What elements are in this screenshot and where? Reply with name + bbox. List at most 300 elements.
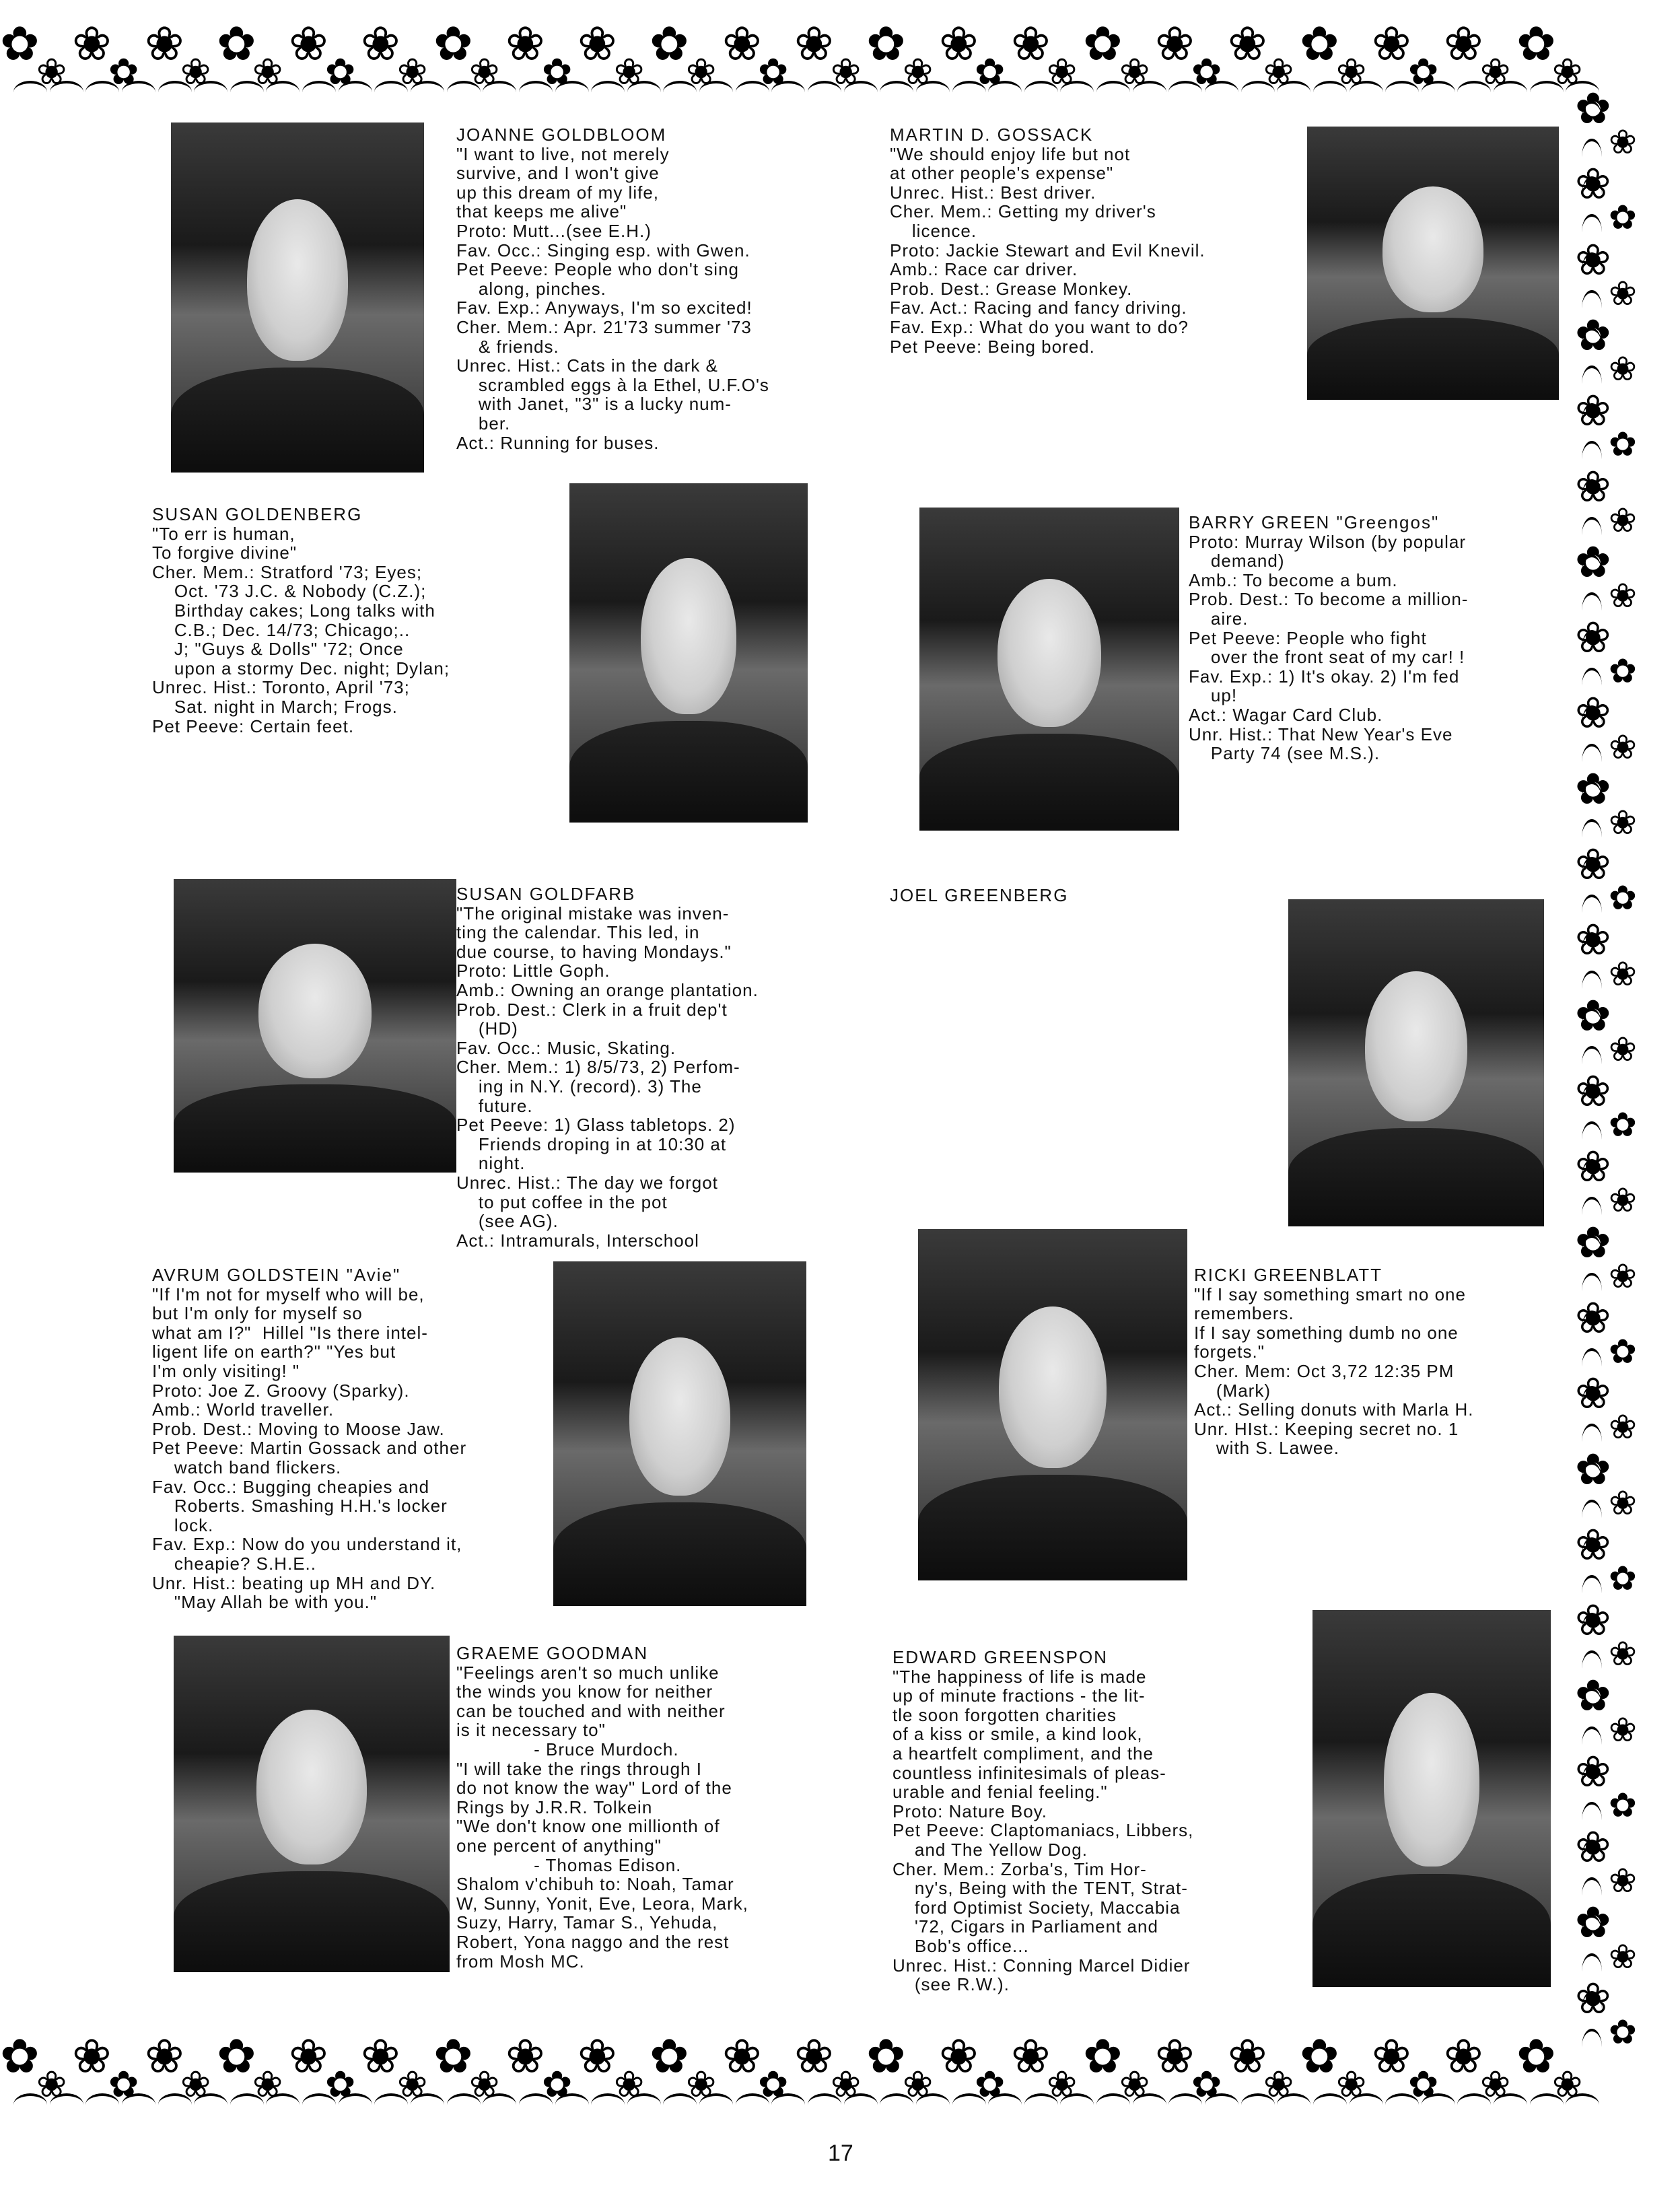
vine-curl	[1494, 81, 1527, 104]
entry-avrum-goldstein	[152, 1265, 466, 1612]
entry-line: Fav. Occ.: Singing esp. with Gwen.	[456, 240, 750, 260]
portrait-photo-susan-goldfarb	[174, 879, 456, 1173]
daisy-flower-icon: ✿	[0, 2029, 40, 2084]
entry-line: that keeps me alive"	[456, 201, 627, 222]
entry-line: from Mosh MC.	[456, 1951, 585, 1972]
daisy-flower-icon: ❀	[1480, 50, 1511, 93]
vine-curl	[555, 2093, 589, 2116]
entry-line: to put coffee in the pot	[456, 1191, 668, 1212]
vine-curl	[230, 2093, 264, 2116]
vine-curl	[1582, 1235, 1602, 1271]
portrait-photo-barry-green	[919, 508, 1179, 831]
daisy-flower-icon: ❀	[939, 2029, 979, 2084]
daisy-flower-icon: ✿	[1575, 1898, 1611, 1948]
entry-line: Act.: Running for buses.	[456, 432, 660, 453]
entry-line: "I want to live, not merely	[456, 143, 670, 164]
vine-curl	[916, 2093, 950, 2116]
entry-line: the winds you know for neither	[456, 1681, 713, 1702]
daisy-flower-icon: ✿	[1609, 198, 1637, 237]
entry-line: Unrec. Hist.: Best driver.	[890, 182, 1096, 203]
entry-line: Act.: Intramurals, Interschool	[456, 1230, 699, 1251]
daisy-flower-icon: ❀	[831, 2063, 862, 2105]
entry-susan-goldenberg	[152, 505, 450, 736]
entry-line: up!	[1189, 685, 1238, 706]
vine-curl	[1582, 1121, 1602, 1158]
vine-curl	[1422, 2093, 1455, 2116]
entry-line: Rings by J.R.R. Tolkein	[456, 1797, 653, 1817]
vine-curl	[1582, 479, 1602, 516]
vine-curl	[627, 81, 661, 104]
vine-curl	[1582, 857, 1602, 893]
entry-ricki-greenblatt	[1194, 1265, 1474, 1458]
vine-curl	[1168, 81, 1202, 104]
entry-line: Pet Peeve: Martin Gossack and other	[152, 1438, 467, 1459]
vine-curl	[1582, 744, 1602, 780]
entry-line: Sat. night in March; Frogs.	[152, 696, 398, 717]
daisy-flower-icon: ❀	[36, 2063, 67, 2105]
vine-curl	[1582, 252, 1602, 289]
student-name: RICKI GREENBLATT	[1194, 1265, 1383, 1285]
entry-line: (HD)	[456, 1018, 518, 1039]
daisy-flower-icon: ❀	[397, 2063, 428, 2105]
vine-curl	[1582, 101, 1602, 137]
portrait-photo-joel-greenberg	[1288, 899, 1544, 1226]
entry-line: Prob. Dest.: Moving to Moose Jaw.	[152, 1418, 445, 1439]
vine-curl	[663, 81, 697, 104]
entry-line: Proto: Mutt...(see E.H.)	[456, 220, 652, 241]
entry-line: Pet Peeve: Certain feet.	[152, 716, 355, 736]
daisy-flower-icon: ❀	[289, 2029, 328, 2084]
entry-line: night.	[456, 1153, 526, 1174]
vine-curl	[1582, 1840, 1602, 1876]
daisy-flower-icon: ❀	[686, 2063, 717, 2105]
daisy-flower-icon: ❀	[1575, 236, 1611, 285]
entry-line: Unr. Hist.: beating up MH and DY.	[152, 1572, 436, 1593]
entry-line: Pet Peeve: People who don't sing	[456, 259, 740, 280]
vine-curl	[1582, 555, 1602, 591]
entry-line: one percent of anything"	[456, 1835, 662, 1856]
vine-curl	[85, 81, 119, 104]
entry-line: Fav. Occ.: Music, Skating.	[456, 1037, 676, 1058]
vine-curl	[519, 81, 553, 104]
entry-line: Birthday cakes; Long talks with	[152, 600, 435, 621]
daisy-flower-icon: ❀	[1575, 1521, 1611, 1570]
daisy-flower-icon: ✿	[0, 16, 40, 71]
entry-line: is it necessary to"	[456, 1720, 606, 1741]
daisy-flower-icon: ❀	[1575, 1369, 1611, 1419]
entry-line: - Thomas Edison.	[456, 1854, 682, 1875]
vine-curl	[1582, 1915, 1602, 1951]
vine-curl	[1582, 1575, 1602, 1611]
vine-curl	[1350, 2093, 1383, 2116]
daisy-flower-icon: ✿	[650, 2029, 689, 2084]
vine-curl	[1582, 1424, 1602, 1460]
entry-line: Shalom v'chibuh to: Noah, Tamar	[456, 1874, 734, 1895]
entry-line: Cher. Mem.: Zorba's, Tim Hor-	[893, 1858, 1147, 1879]
entry-line: Cher. Mem.: 1) 8/5/73, 2) Perfom-	[456, 1057, 740, 1078]
daisy-flower-icon: ❀	[1609, 728, 1637, 767]
entry-line: Proto: Murray Wilson (by popular	[1189, 531, 1467, 552]
entry-line: (see AG).	[456, 1211, 559, 1232]
entry-line: can be touched and with neither	[456, 1700, 726, 1721]
entry-line: Cher. Mem.: Getting my driver's	[890, 201, 1156, 222]
daisy-flower-icon: ✿	[866, 2029, 906, 2084]
daisy-flower-icon: ✿	[542, 50, 573, 93]
floral-border-right	[1568, 88, 1680, 2107]
entry-line: "May Allah be with you."	[152, 1592, 378, 1613]
vine-curl	[1582, 592, 1602, 629]
vine-curl	[1582, 781, 1602, 818]
vine-curl	[266, 81, 300, 104]
daisy-flower-icon: ✿	[1300, 2029, 1339, 2084]
entry-line: Amb.: To become a bum.	[1189, 569, 1398, 590]
entry-line: Friends droping in at 10:30 at	[456, 1134, 727, 1154]
vine-curl	[302, 2093, 336, 2116]
daisy-flower-icon: ❀	[361, 2029, 400, 2084]
entry-line: - Bruce Murdoch.	[456, 1739, 679, 1759]
entry-line: ny's, Being with the TENT, Strat-	[893, 1878, 1188, 1899]
daisy-flower-icon: ❀	[686, 50, 717, 93]
vine-curl	[1582, 895, 1602, 931]
entry-line: lock.	[152, 1514, 214, 1535]
entry-line: Prob. Dest.: To become a million-	[1189, 589, 1469, 610]
entry-line: Fav. Exp.: 1) It's okay. 2) I'm fed	[1189, 666, 1460, 687]
vine-curl	[1582, 1764, 1602, 1801]
entry-line: Proto: Joe Z. Groovy (Sparky).	[152, 1380, 410, 1401]
daisy-flower-icon: ❀	[1609, 1634, 1637, 1673]
entry-line: "I will take the rings through I	[456, 1758, 702, 1779]
daisy-flower-icon: ❀	[831, 50, 862, 93]
entry-line: "If I say something smart no one	[1194, 1284, 1466, 1304]
daisy-flower-icon: ❀	[469, 50, 500, 93]
entry-line: urable and fenial feeling."	[893, 1782, 1108, 1803]
daisy-flower-icon: ❀	[903, 2063, 934, 2105]
vine-curl	[1582, 1348, 1602, 1385]
entry-line: C.B.; Dec. 14/73; Chicago;..	[152, 619, 411, 640]
vine-curl	[1582, 1386, 1602, 1422]
daisy-flower-icon: ✿	[1516, 16, 1556, 71]
vine-curl	[411, 2093, 444, 2116]
vine-curl	[844, 2093, 878, 2116]
daisy-flower-icon: ✿	[1575, 311, 1611, 361]
entry-line: Amb.: World traveller.	[152, 1399, 335, 1420]
daisy-flower-icon: ❀	[1336, 50, 1367, 93]
daisy-flower-icon: ✿	[433, 2029, 473, 2084]
vine-curl	[1313, 2093, 1347, 2116]
entry-line: Proto: Jackie Stewart and Evil Knevil.	[890, 240, 1205, 260]
entry-line: "We don't know one millionth of	[456, 1816, 720, 1837]
vine-curl	[1582, 1311, 1602, 1347]
vine-curl	[1530, 81, 1564, 104]
entry-line: Act.: Selling donuts with Marla H.	[1194, 1399, 1474, 1420]
vine-curl	[880, 81, 913, 104]
entry-line: Fav. Exp.: What do you want to do?	[890, 316, 1189, 337]
student-name: SUSAN GOLDENBERG	[152, 504, 363, 524]
daisy-flower-icon: ❀	[1336, 2063, 1367, 2105]
vine-curl	[1582, 1046, 1602, 1082]
entry-line: demand)	[1189, 551, 1285, 571]
daisy-flower-icon: ✿	[1575, 991, 1611, 1041]
vine-curl	[1457, 2093, 1491, 2116]
entry-line: Unrec. Hist.: The day we forgot	[456, 1172, 718, 1193]
vine-curl	[1582, 1802, 1602, 1838]
entry-line: ford Optimist Society, Maccabia	[893, 1897, 1181, 1918]
vine-curl	[1582, 1500, 1602, 1536]
vine-curl	[339, 81, 372, 104]
portrait-photo-graeme-goodman	[174, 1636, 450, 1972]
daisy-flower-icon: ❀	[1609, 1937, 1637, 1976]
vine-curl	[302, 81, 336, 104]
daisy-flower-icon: ❀	[505, 2029, 545, 2084]
vine-curl	[1582, 705, 1602, 742]
daisy-flower-icon: ❀	[1609, 1181, 1637, 1220]
vine-curl	[50, 2093, 83, 2116]
vine-curl	[1582, 1084, 1602, 1120]
vine-curl	[1582, 971, 1602, 1007]
entry-line: If I say something dumb no one	[1194, 1322, 1459, 1343]
vine-curl	[13, 2093, 47, 2116]
entry-line: over the front seat of my car! !	[1189, 647, 1465, 668]
daisy-flower-icon: ❀	[1552, 50, 1583, 93]
vine-curl	[230, 81, 264, 104]
vine-curl	[627, 2093, 661, 2116]
daisy-flower-icon: ❀	[1372, 16, 1411, 71]
daisy-flower-icon: ❀	[939, 16, 979, 71]
entry-line: do not know the way" Lord of the	[456, 1778, 732, 1799]
vine-curl	[1385, 2093, 1419, 2116]
daisy-flower-icon: ✿	[1408, 50, 1439, 93]
vine-curl	[699, 81, 733, 104]
daisy-flower-icon: ❀	[1228, 2029, 1267, 2084]
daisy-flower-icon: ❀	[252, 50, 283, 93]
vine-curl	[194, 81, 228, 104]
vine-curl	[447, 81, 481, 104]
student-name: GRAEME GOODMAN	[456, 1643, 649, 1663]
entry-line: Cher. Mem: Oct 3,72 12:35 PM	[1194, 1360, 1455, 1381]
vine-curl	[1582, 1462, 1602, 1498]
daisy-flower-icon: ✿	[1575, 1445, 1611, 1495]
vine-curl	[736, 81, 769, 104]
vine-curl	[988, 2093, 1022, 2116]
vine-curl	[1205, 81, 1238, 104]
daisy-flower-icon: ❀	[145, 16, 184, 71]
daisy-flower-icon: ❀	[1609, 576, 1637, 615]
floral-border-top	[0, 13, 1622, 114]
daisy-flower-icon: ✿	[1516, 2029, 1556, 2084]
vine-curl	[1096, 81, 1130, 104]
entry-line: Fav. Act.: Racing and fancy driving.	[890, 298, 1187, 318]
daisy-flower-icon: ❀	[1155, 2029, 1195, 2084]
vine-curl	[1168, 2093, 1202, 2116]
entry-line: Unr. HIst.: Keeping secret no. 1	[1194, 1418, 1459, 1439]
daisy-flower-icon: ✿	[1609, 1786, 1637, 1825]
entry-line: ligent life on earth?" "Yes but	[152, 1341, 396, 1362]
vine-curl	[1457, 81, 1491, 104]
floral-border-bottom	[0, 2026, 1629, 2127]
entry-line: ing in N.Y. (record). 3) The	[456, 1076, 702, 1096]
vine-curl	[85, 2093, 119, 2116]
daisy-flower-icon: ❀	[1047, 2063, 1078, 2105]
vine-curl	[50, 81, 83, 104]
daisy-flower-icon: ❀	[1609, 274, 1637, 313]
daisy-flower-icon: ❀	[1011, 2029, 1051, 2084]
vine-curl	[1582, 1991, 1602, 2027]
daisy-flower-icon: ✿	[217, 16, 256, 71]
entry-line: countless infinitesimals of pleas-	[893, 1762, 1166, 1783]
vine-curl	[1582, 932, 1602, 969]
daisy-flower-icon: ✿	[325, 2063, 356, 2105]
daisy-flower-icon: ❀	[614, 50, 645, 93]
daisy-flower-icon: ✿	[542, 2063, 573, 2105]
entry-line: ber.	[456, 413, 511, 433]
entry-line: Unrec. Hist.: Toronto, April '73;	[152, 677, 410, 698]
daisy-flower-icon: ❀	[1575, 613, 1611, 663]
vine-curl	[663, 2093, 697, 2116]
daisy-flower-icon: ❀	[1609, 1257, 1637, 1296]
daisy-flower-icon: ✿	[975, 50, 1006, 93]
entry-line: Fav. Exp.: Anyways, I'm so excited!	[456, 298, 753, 318]
daisy-flower-icon: ❀	[1047, 50, 1078, 93]
daisy-flower-icon: ❀	[614, 2063, 645, 2105]
vine-curl	[1582, 403, 1602, 440]
vine-curl	[339, 2093, 372, 2116]
daisy-flower-icon: ❀	[1480, 2063, 1511, 2105]
entry-line: Proto: Nature Boy.	[893, 1801, 1047, 1821]
vine-curl	[1205, 2093, 1238, 2116]
daisy-flower-icon: ❀	[1575, 1596, 1611, 1646]
daisy-flower-icon: ✿	[1191, 50, 1222, 93]
daisy-flower-icon: ❀	[903, 50, 934, 93]
vine-curl	[1133, 2093, 1166, 2116]
vine-curl	[1241, 81, 1275, 104]
vine-curl	[1582, 630, 1602, 666]
student-name: AVRUM GOLDSTEIN "Avie"	[152, 1265, 401, 1285]
daisy-flower-icon: ❀	[1575, 160, 1611, 209]
daisy-flower-icon: ✿	[1609, 652, 1637, 691]
daisy-flower-icon: ✿	[758, 2063, 789, 2105]
vine-curl	[1024, 2093, 1058, 2116]
vine-curl	[808, 2093, 841, 2116]
portrait-photo-ricki-greenblatt	[918, 1229, 1187, 1580]
daisy-flower-icon: ❀	[180, 2063, 211, 2105]
entry-line: Unrec. Hist.: Cats in the dark &	[456, 355, 718, 376]
daisy-flower-icon: ✿	[1609, 1105, 1637, 1144]
entry-barry-green	[1189, 513, 1468, 763]
daisy-flower-icon: ❀	[1575, 840, 1611, 890]
daisy-flower-icon: ✿	[650, 16, 689, 71]
entry-line: Unr. Hist.: That New Year's Eve	[1189, 724, 1453, 744]
portrait-photo-edward-greenspon	[1312, 1610, 1551, 1987]
entry-line: survive, and I won't give	[456, 163, 660, 184]
entry-line: tle soon forgotten charities	[893, 1704, 1117, 1725]
daisy-flower-icon: ✿	[1083, 2029, 1123, 2084]
vine-curl	[1582, 819, 1602, 856]
entry-line: (Mark)	[1194, 1380, 1271, 1401]
daisy-flower-icon: ❀	[1575, 1294, 1611, 1344]
vine-curl	[1582, 441, 1602, 477]
daisy-flower-icon: ❀	[578, 16, 617, 71]
entry-line: watch band flickers.	[152, 1457, 342, 1477]
daisy-flower-icon: ❀	[722, 16, 762, 71]
entry-joel-greenberg	[890, 886, 1068, 905]
daisy-flower-icon: ✿	[1300, 16, 1339, 71]
daisy-flower-icon: ❀	[1263, 50, 1294, 93]
entry-line: aire.	[1189, 608, 1249, 629]
entry-line: Robert, Yona naggo and the rest	[456, 1931, 730, 1952]
daisy-flower-icon: ✿	[1609, 878, 1637, 917]
vine-curl	[1582, 290, 1602, 326]
vine-curl	[952, 2093, 986, 2116]
daisy-flower-icon: ❀	[1552, 2063, 1583, 2105]
entry-line: "We should enjoy life but not	[890, 143, 1131, 164]
vine-curl	[1582, 1273, 1602, 1309]
daisy-flower-icon: ❀	[1228, 16, 1267, 71]
entry-line: Pet Peeve: 1) Glass tabletops. 2)	[456, 1115, 736, 1136]
entry-line: cheapie? S.H.E..	[152, 1553, 317, 1574]
daisy-flower-icon: ❀	[72, 2029, 112, 2084]
vine-curl	[1582, 214, 1602, 250]
entry-line: Amb.: Race car driver.	[890, 259, 1078, 280]
daisy-flower-icon: ✿	[1083, 16, 1123, 71]
entry-line: Pet Peeve: Being bored.	[890, 336, 1095, 357]
vine-curl	[591, 81, 625, 104]
vine-curl	[1582, 1953, 1602, 1990]
portrait-photo-joanne-goldbloom	[171, 123, 424, 473]
vine-curl	[374, 2093, 408, 2116]
daisy-flower-icon: ✿	[866, 16, 906, 71]
entry-line: '72, Cigars in Parliament and	[893, 1916, 1158, 1937]
vine-curl	[771, 2093, 805, 2116]
vine-curl	[1582, 1650, 1602, 1687]
vine-curl	[483, 81, 516, 104]
daisy-flower-icon: ❀	[145, 2029, 184, 2084]
entry-line: remembers.	[1194, 1303, 1294, 1324]
daisy-flower-icon: ❀	[794, 16, 834, 71]
entry-graeme-goodman	[456, 1644, 748, 1971]
vine-curl	[1566, 2093, 1599, 2116]
vine-curl	[1582, 365, 1602, 402]
entry-line: up this dream of my life,	[456, 182, 659, 203]
entry-line: up of minute fractions - the lit-	[893, 1685, 1146, 1706]
vine-curl	[519, 2093, 553, 2116]
entry-susan-goldfarb	[456, 884, 759, 1250]
vine-curl	[447, 2093, 481, 2116]
entry-line: "The happiness of life is made	[893, 1666, 1147, 1687]
vine-curl	[916, 81, 950, 104]
vine-curl	[1060, 2093, 1094, 2116]
daisy-flower-icon: ❀	[1575, 1823, 1611, 1873]
entry-line: along, pinches.	[456, 278, 606, 299]
daisy-flower-icon: ✿	[1408, 2063, 1439, 2105]
portrait-photo-avrum-goldstein	[553, 1261, 806, 1606]
student-name: SUSAN GOLDFARB	[456, 884, 636, 904]
entry-line: & friends.	[456, 336, 559, 357]
vine-curl	[1060, 81, 1094, 104]
vine-curl	[1582, 1537, 1602, 1574]
daisy-flower-icon: ❀	[1575, 386, 1611, 436]
entry-joanne-goldbloom	[456, 125, 769, 452]
vine-curl	[1530, 2093, 1564, 2116]
daisy-flower-icon: ✿	[108, 50, 139, 93]
vine-curl	[1277, 2093, 1310, 2116]
daisy-flower-icon: ❀	[505, 16, 545, 71]
vine-curl	[555, 81, 589, 104]
daisy-flower-icon: ❀	[1609, 803, 1637, 842]
entry-line: W, Sunny, Yonit, Eve, Leora, Mark,	[456, 1893, 748, 1914]
vine-curl	[1241, 2093, 1275, 2116]
entry-line: "Feelings aren't so much unlike	[456, 1662, 720, 1683]
daisy-flower-icon: ❀	[1575, 1747, 1611, 1797]
